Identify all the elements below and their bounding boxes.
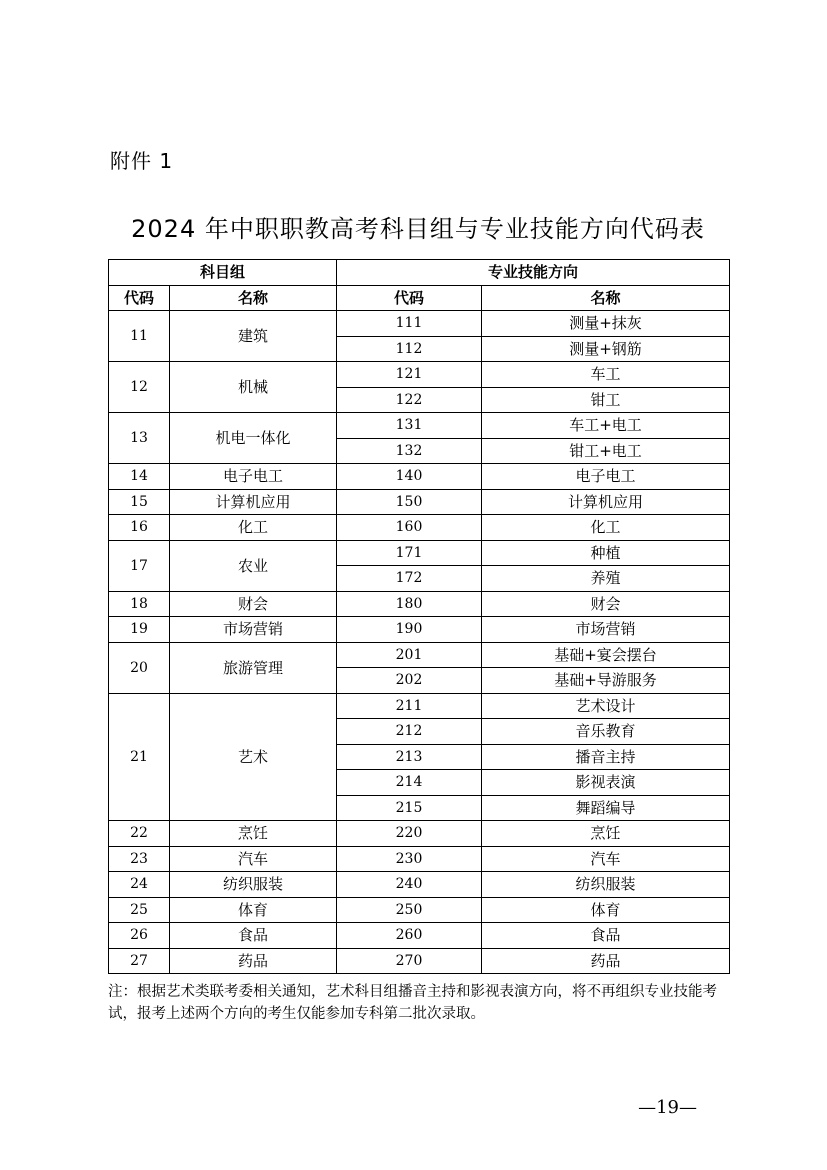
table-row	[109, 897, 730, 923]
direction-name-cell: 电子电工	[482, 464, 730, 490]
group-code-header: 代码	[109, 285, 170, 311]
table-row	[109, 617, 730, 643]
direction-name-cell: 钳工	[482, 387, 730, 413]
direction-name-cell: 养殖	[482, 566, 730, 592]
group-code-cell: 16	[109, 515, 170, 541]
group-code-cell: 25	[109, 897, 170, 923]
direction-name-cell: 市场营销	[482, 617, 730, 643]
table-row	[109, 464, 730, 490]
group-name-cell: 旅游管理	[170, 642, 337, 693]
direction-name-cell: 舞蹈编导	[482, 795, 730, 821]
group-code-cell: 22	[109, 821, 170, 847]
group-code-cell: 19	[109, 617, 170, 643]
group-name-cell: 建筑	[170, 311, 337, 362]
table-row	[109, 591, 730, 617]
group-name-header: 名称	[170, 285, 337, 311]
table-row	[109, 311, 730, 337]
table-row	[109, 362, 730, 388]
subject-group-header: 科目组	[109, 260, 337, 286]
group-code-cell: 12	[109, 362, 170, 413]
direction-code-cell: 131	[337, 413, 482, 439]
direction-name-cell: 纺织服装	[482, 872, 730, 898]
table-group-header-row	[109, 260, 730, 286]
direction-code-cell: 190	[337, 617, 482, 643]
direction-name-cell: 艺术设计	[482, 693, 730, 719]
direction-code-cell: 112	[337, 336, 482, 362]
direction-name-cell: 体育	[482, 897, 730, 923]
direction-name-cell: 基础+宴会摆台	[482, 642, 730, 668]
direction-name-cell: 测量+钢筋	[482, 336, 730, 362]
direction-code-cell: 180	[337, 591, 482, 617]
table-row	[109, 948, 730, 974]
group-name-cell: 食品	[170, 923, 337, 949]
direction-name-cell: 播音主持	[482, 744, 730, 770]
group-name-cell: 财会	[170, 591, 337, 617]
group-code-cell: 26	[109, 923, 170, 949]
table-row	[109, 872, 730, 898]
group-name-cell: 体育	[170, 897, 337, 923]
direction-code-cell: 121	[337, 362, 482, 388]
group-name-cell: 药品	[170, 948, 337, 974]
direction-code-cell: 214	[337, 770, 482, 796]
group-name-cell: 计算机应用	[170, 489, 337, 515]
direction-name-cell: 药品	[482, 948, 730, 974]
direction-name-cell: 基础+导游服务	[482, 668, 730, 694]
direction-name-cell: 钳工+电工	[482, 438, 730, 464]
direction-code-cell: 270	[337, 948, 482, 974]
group-name-cell: 市场营销	[170, 617, 337, 643]
table-row	[109, 489, 730, 515]
direction-code-cell: 220	[337, 821, 482, 847]
group-name-cell: 艺术	[170, 693, 337, 821]
direction-name-cell: 测量+抹灰	[482, 311, 730, 337]
direction-name-cell: 化工	[482, 515, 730, 541]
direction-name-cell: 音乐教育	[482, 719, 730, 745]
table-row	[109, 515, 730, 541]
group-code-cell: 27	[109, 948, 170, 974]
direction-code-cell: 260	[337, 923, 482, 949]
page-number: —19—	[638, 1097, 697, 1118]
table-row	[109, 923, 730, 949]
direction-name-cell: 财会	[482, 591, 730, 617]
group-code-cell: 24	[109, 872, 170, 898]
direction-name-cell: 影视表演	[482, 770, 730, 796]
group-name-cell: 化工	[170, 515, 337, 541]
group-code-cell: 13	[109, 413, 170, 464]
direction-code-cell: 140	[337, 464, 482, 490]
direction-code-cell: 250	[337, 897, 482, 923]
direction-code-cell: 230	[337, 846, 482, 872]
group-code-cell: 23	[109, 846, 170, 872]
group-name-cell: 烹饪	[170, 821, 337, 847]
direction-name-cell: 种植	[482, 540, 730, 566]
table-row	[109, 642, 730, 668]
direction-code-cell: 202	[337, 668, 482, 694]
table-column-header-row	[109, 285, 730, 311]
direction-code-cell: 160	[337, 515, 482, 541]
direction-code-cell: 111	[337, 311, 482, 337]
group-code-cell: 17	[109, 540, 170, 591]
direction-name-cell: 烹饪	[482, 821, 730, 847]
direction-code-cell: 212	[337, 719, 482, 745]
page-title: 2024 年中职职教高考科目组与专业技能方向代码表	[131, 215, 705, 243]
direction-code-cell: 171	[337, 540, 482, 566]
direction-code-cell: 215	[337, 795, 482, 821]
group-name-cell: 机电一体化	[170, 413, 337, 464]
attachment-label: 附件 1	[110, 149, 174, 173]
direction-code-cell: 132	[337, 438, 482, 464]
direction-code-cell: 201	[337, 642, 482, 668]
direction-code-cell: 172	[337, 566, 482, 592]
group-code-cell: 21	[109, 693, 170, 821]
group-name-cell: 汽车	[170, 846, 337, 872]
direction-code-cell: 240	[337, 872, 482, 898]
direction-code-cell: 150	[337, 489, 482, 515]
group-code-cell: 14	[109, 464, 170, 490]
group-code-cell: 11	[109, 311, 170, 362]
direction-name-cell: 计算机应用	[482, 489, 730, 515]
group-code-cell: 15	[109, 489, 170, 515]
table-row	[109, 821, 730, 847]
group-name-cell: 机械	[170, 362, 337, 413]
direction-name-cell: 车工+电工	[482, 413, 730, 439]
group-name-cell: 纺织服装	[170, 872, 337, 898]
table-row	[109, 846, 730, 872]
direction-code-cell: 122	[337, 387, 482, 413]
table-row	[109, 413, 730, 439]
group-name-cell: 农业	[170, 540, 337, 591]
footnote: 注：根据艺术类联考委相关通知，艺术科目组播音主持和影视表演方向，将不再组织专业技能考试，报考上述两个方向的考生仅能参加专科第二批次录取。	[108, 984, 717, 1022]
direction-name-cell: 车工	[482, 362, 730, 388]
direction-name-header: 名称	[482, 285, 730, 311]
group-code-cell: 20	[109, 642, 170, 693]
direction-code-cell: 213	[337, 744, 482, 770]
direction-name-cell: 食品	[482, 923, 730, 949]
group-code-cell: 18	[109, 591, 170, 617]
direction-name-cell: 汽车	[482, 846, 730, 872]
table-row	[109, 693, 730, 719]
skill-direction-header: 专业技能方向	[337, 260, 730, 286]
code-table	[108, 259, 730, 974]
direction-code-header: 代码	[337, 285, 482, 311]
direction-code-cell: 211	[337, 693, 482, 719]
table-body	[109, 311, 730, 974]
group-name-cell: 电子电工	[170, 464, 337, 490]
table-row	[109, 540, 730, 566]
